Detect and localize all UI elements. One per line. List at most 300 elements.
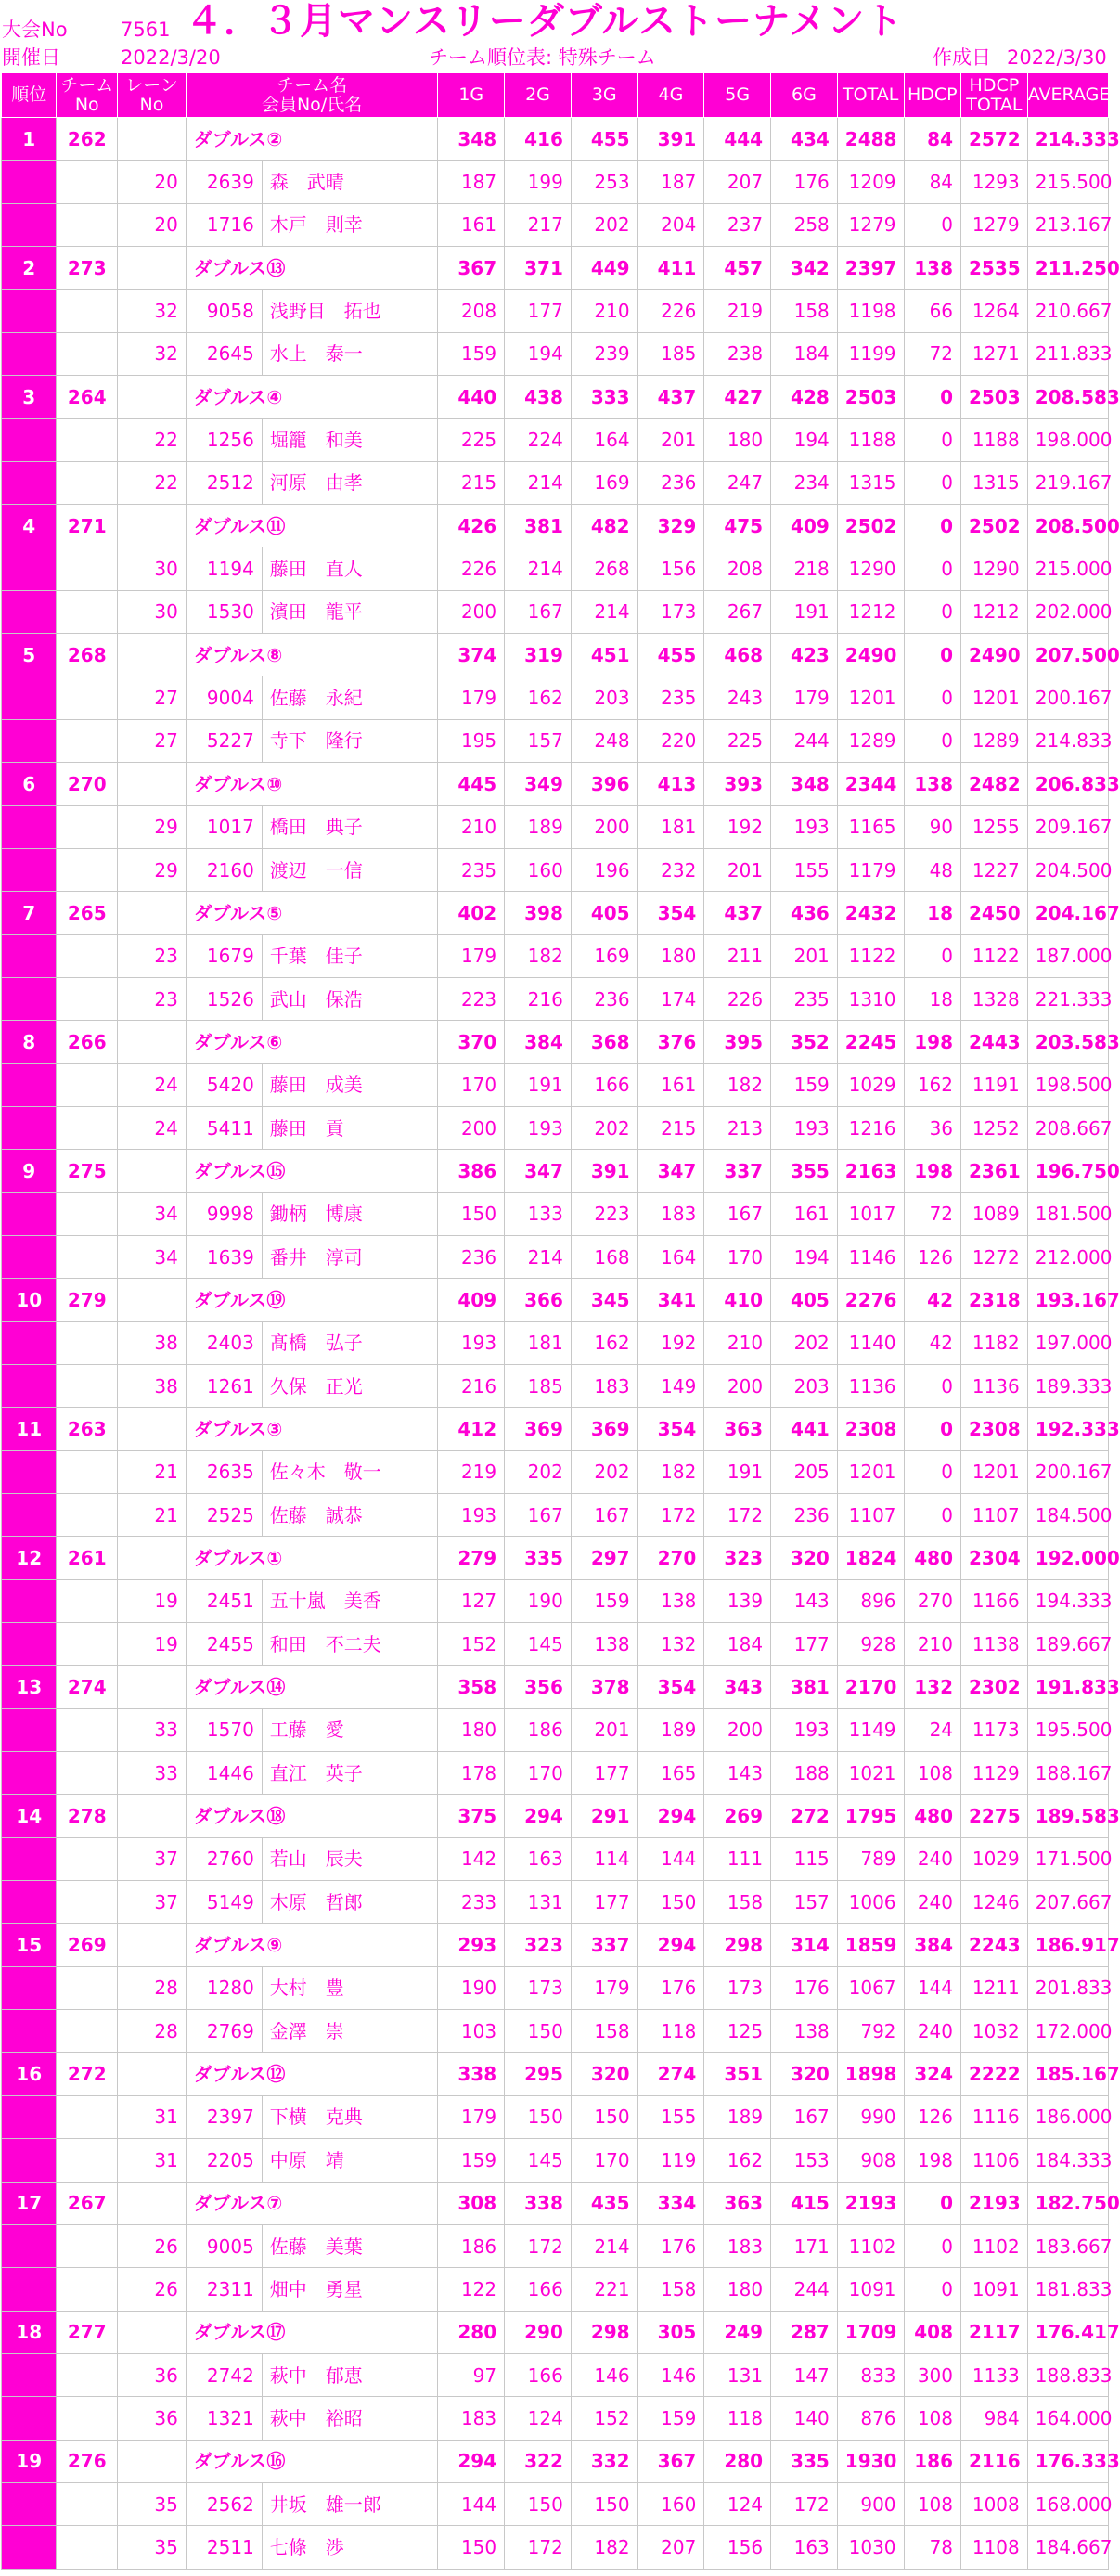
game-score: 200	[704, 1364, 771, 1407]
game-score: 157	[505, 719, 572, 762]
average: 192.333	[1027, 1408, 1108, 1450]
lane-no: 20	[118, 203, 187, 246]
game-score: 168	[571, 1235, 637, 1278]
team-row	[2, 118, 1109, 161]
rank-cell: 19	[2, 2440, 57, 2482]
game-score: 323	[704, 1537, 771, 1579]
member-row	[2, 1364, 1109, 1407]
member-no: 1321	[186, 2397, 262, 2440]
average: 204.500	[1027, 848, 1108, 891]
team-name: ダブルス⑨	[186, 1924, 438, 1966]
rank-cell: 12	[2, 1537, 57, 1579]
member-row	[2, 290, 1109, 332]
game-score: 122	[438, 2268, 505, 2311]
lane-no	[118, 1279, 187, 1321]
team-no-empty	[57, 805, 118, 848]
average: 214.833	[1027, 719, 1108, 762]
game-score: 482	[571, 505, 637, 547]
game-score: 426	[438, 505, 505, 547]
hdcp-value: 480	[904, 1537, 960, 1579]
hdcp-value: 138	[904, 763, 960, 805]
game-score: 423	[771, 634, 838, 676]
hdcp-total: 1089	[961, 1192, 1028, 1235]
game-score: 436	[771, 892, 838, 934]
hdcp-total: 984	[961, 2397, 1028, 2440]
member-name: 大村 豊	[262, 1966, 438, 2009]
game-score: 223	[571, 1192, 637, 1235]
total-score: 876	[837, 2397, 904, 2440]
member-name: 渡辺 一信	[262, 848, 438, 891]
game-score: 468	[704, 634, 771, 676]
team-name: ダブルス⑫	[186, 2053, 438, 2095]
game-score: 189	[637, 1708, 704, 1751]
game-score: 185	[637, 332, 704, 375]
game-score: 427	[704, 376, 771, 419]
game-score: 208	[704, 547, 771, 590]
rank-cell: 7	[2, 892, 57, 934]
hdcp-total: 1122	[961, 934, 1028, 977]
member-name: 佐藤 誠恭	[262, 1494, 438, 1537]
member-no: 9998	[186, 1192, 262, 1235]
total-score: 2503	[837, 376, 904, 419]
member-no: 1017	[186, 805, 262, 848]
rank-cell-empty	[2, 1881, 57, 1924]
event-no: 7561	[121, 19, 171, 41]
game-score: 124	[505, 2397, 572, 2440]
team-row	[2, 505, 1109, 547]
game-score: 235	[438, 848, 505, 891]
game-score: 158	[571, 2010, 637, 2053]
member-name: 萩中 裕昭	[262, 2397, 438, 2440]
hdcp-total: 1173	[961, 1708, 1028, 1751]
team-no-empty	[57, 1063, 118, 1106]
game-score: 428	[771, 376, 838, 419]
team-no-empty	[57, 332, 118, 375]
average: 207.500	[1027, 634, 1108, 676]
hdcp-value: 210	[904, 1623, 960, 1666]
member-no: 1716	[186, 203, 262, 246]
lane-no: 35	[118, 2482, 187, 2525]
hdcp-value: 480	[904, 1795, 960, 1837]
game-score: 201	[771, 934, 838, 977]
rank-cell-empty	[2, 1450, 57, 1493]
lane-no: 28	[118, 1966, 187, 2009]
game-score: 200	[571, 805, 637, 848]
standings-table	[1, 72, 1120, 2570]
game-score: 176	[637, 1966, 704, 2009]
member-name: 番井 淳司	[262, 1235, 438, 1278]
game-score: 376	[637, 1021, 704, 1063]
hdcp-total: 1252	[961, 1106, 1028, 1149]
game-score: 152	[571, 2397, 637, 2440]
rank-cell: 8	[2, 1021, 57, 1063]
team-no: 275	[57, 1150, 118, 1192]
game-score: 244	[771, 719, 838, 762]
rank-cell: 4	[2, 505, 57, 547]
game-score: 298	[704, 1924, 771, 1966]
game-score: 181	[637, 805, 704, 848]
hdcp-value: 144	[904, 1966, 960, 2009]
member-name: 藤田 成美	[262, 1063, 438, 1106]
average: 204.167	[1027, 892, 1108, 934]
lane-no: 30	[118, 547, 187, 590]
game-score: 451	[571, 634, 637, 676]
game-score: 475	[704, 505, 771, 547]
member-row	[2, 1450, 1109, 1493]
lane-no: 33	[118, 1708, 187, 1751]
hdcp-total: 1272	[961, 1235, 1028, 1278]
lane-no: 37	[118, 1881, 187, 1924]
game-score: 176	[771, 1966, 838, 2009]
game-score: 180	[704, 2268, 771, 2311]
game-score: 457	[704, 247, 771, 290]
col-hdcp-total: HDCP TOTAL	[961, 73, 1028, 118]
game-score: 97	[438, 2353, 505, 2396]
total-score: 1201	[837, 1450, 904, 1493]
game-score: 337	[571, 1924, 637, 1966]
member-row	[2, 2482, 1109, 2525]
game-score: 335	[505, 1537, 572, 1579]
lane-no: 30	[118, 590, 187, 633]
game-score: 413	[637, 763, 704, 805]
lane-no: 34	[118, 1192, 187, 1235]
game-score: 356	[505, 1666, 572, 1708]
average: 189.333	[1027, 1364, 1108, 1407]
member-row	[2, 1235, 1109, 1278]
lane-no	[118, 763, 187, 805]
game-score: 161	[637, 1063, 704, 1106]
rank-cell: 5	[2, 634, 57, 676]
hdcp-value: 0	[904, 419, 960, 461]
game-score: 172	[637, 1494, 704, 1537]
rank-cell: 13	[2, 1666, 57, 1708]
team-row	[2, 763, 1109, 805]
total-score: 1149	[837, 1708, 904, 1751]
game-score: 338	[438, 2053, 505, 2095]
game-score: 138	[637, 1579, 704, 1622]
member-name: 河原 由孝	[262, 461, 438, 504]
hdcp-total: 2443	[961, 1021, 1028, 1063]
game-score: 179	[771, 676, 838, 719]
game-score: 147	[771, 2353, 838, 2396]
game-score: 308	[438, 2182, 505, 2224]
hdcp-total: 2116	[961, 2440, 1028, 2482]
team-no-empty	[57, 161, 118, 203]
total-score: 789	[837, 1837, 904, 1880]
rank-cell: 18	[2, 2311, 57, 2353]
game-score: 238	[704, 332, 771, 375]
team-no-empty	[57, 1752, 118, 1795]
member-name: 若山 辰夫	[262, 1837, 438, 1880]
average: 182.750	[1027, 2182, 1108, 2224]
team-row	[2, 2053, 1109, 2095]
member-name: 髙橋 弘子	[262, 1321, 438, 1364]
game-score: 161	[771, 1192, 838, 1235]
hdcp-value: 66	[904, 290, 960, 332]
rank-cell: 15	[2, 1924, 57, 1966]
game-score: 167	[505, 590, 572, 633]
game-score: 371	[505, 247, 572, 290]
hdcp-value: 0	[904, 547, 960, 590]
game-score: 160	[505, 848, 572, 891]
team-no-empty	[57, 203, 118, 246]
rank-cell-empty	[2, 419, 57, 461]
game-score: 185	[505, 1364, 572, 1407]
game-score: 207	[704, 161, 771, 203]
hdcp-value: 42	[904, 1279, 960, 1321]
game-score: 194	[771, 419, 838, 461]
average: 215.500	[1027, 161, 1108, 203]
hdcp-total: 2502	[961, 505, 1028, 547]
game-score: 287	[771, 2311, 838, 2353]
member-no: 2403	[186, 1321, 262, 1364]
game-score: 199	[505, 161, 572, 203]
total-score: 1199	[837, 332, 904, 375]
game-score: 441	[771, 1408, 838, 1450]
game-score: 159	[571, 1579, 637, 1622]
game-score: 118	[637, 2010, 704, 2053]
col-g4: 4G	[637, 73, 704, 118]
hdcp-total: 2361	[961, 1150, 1028, 1192]
game-score: 180	[438, 1708, 505, 1751]
total-score: 1315	[837, 461, 904, 504]
team-no-empty	[57, 1708, 118, 1751]
hdcp-total: 2535	[961, 247, 1028, 290]
game-score: 202	[571, 1450, 637, 1493]
average: 192.000	[1027, 1537, 1108, 1579]
total-score: 2488	[837, 118, 904, 161]
total-score: 1279	[837, 203, 904, 246]
rank-cell: 16	[2, 2053, 57, 2095]
hdcp-total: 2318	[961, 1279, 1028, 1321]
game-score: 194	[771, 1235, 838, 1278]
lane-no: 19	[118, 1623, 187, 1666]
game-score: 272	[771, 1795, 838, 1837]
hdcp-value: 108	[904, 2482, 960, 2525]
hdcp-total: 1032	[961, 2010, 1028, 2053]
team-no: 270	[57, 763, 118, 805]
hdcp-total: 2304	[961, 1537, 1028, 1579]
lane-no: 38	[118, 1364, 187, 1407]
game-score: 409	[438, 1279, 505, 1321]
team-no: 278	[57, 1795, 118, 1837]
team-row	[2, 892, 1109, 934]
game-score: 437	[637, 376, 704, 419]
game-score: 280	[438, 2311, 505, 2353]
game-score: 322	[505, 2440, 572, 2482]
team-name: ダブルス⑧	[186, 634, 438, 676]
game-score: 405	[771, 1279, 838, 1321]
average: 183.667	[1027, 2224, 1108, 2267]
hdcp-value: 408	[904, 2311, 960, 2353]
game-score: 347	[505, 1150, 572, 1192]
rank-cell: 11	[2, 1408, 57, 1450]
rank-cell-empty	[2, 2139, 57, 2182]
rank-cell-empty	[2, 590, 57, 633]
hdcp-value: 48	[904, 848, 960, 891]
member-name: 和田 不二夫	[262, 1623, 438, 1666]
total-score: 2502	[837, 505, 904, 547]
rank-cell-empty	[2, 1579, 57, 1622]
rank-cell-empty	[2, 332, 57, 375]
game-score: 409	[771, 505, 838, 547]
game-score: 158	[704, 1881, 771, 1924]
rank-cell-empty	[2, 1106, 57, 1149]
lane-no	[118, 1666, 187, 1708]
lane-no	[118, 247, 187, 290]
game-score: 202	[571, 203, 637, 246]
average: 168.000	[1027, 2482, 1108, 2525]
total-score: 896	[837, 1579, 904, 1622]
lane-no: 34	[118, 1235, 187, 1278]
total-score: 2276	[837, 1279, 904, 1321]
average: 215.000	[1027, 547, 1108, 590]
game-score: 214	[571, 590, 637, 633]
game-score: 236	[637, 461, 704, 504]
game-score: 138	[571, 1623, 637, 1666]
game-score: 201	[704, 848, 771, 891]
rank-cell-empty	[2, 2268, 57, 2311]
game-score: 381	[505, 505, 572, 547]
game-score: 348	[438, 118, 505, 161]
game-score: 234	[771, 461, 838, 504]
game-score: 179	[571, 1966, 637, 2009]
hdcp-value: 42	[904, 1321, 960, 1364]
game-score: 150	[571, 2482, 637, 2525]
member-name: 浅野目 拓也	[262, 290, 438, 332]
hdcp-value: 300	[904, 2353, 960, 2396]
col-g2: 2G	[505, 73, 572, 118]
team-no: 265	[57, 892, 118, 934]
game-score: 297	[571, 1537, 637, 1579]
average: 200.167	[1027, 676, 1108, 719]
rank-cell-empty	[2, 1837, 57, 1880]
game-score: 298	[571, 2311, 637, 2353]
game-score: 172	[505, 2526, 572, 2569]
member-name: 木戸 則幸	[262, 203, 438, 246]
lane-no	[118, 2053, 187, 2095]
total-score: 1201	[837, 676, 904, 719]
hdcp-value: 72	[904, 1192, 960, 1235]
game-score: 270	[637, 1537, 704, 1579]
hdcp-total: 1133	[961, 2353, 1028, 2396]
member-name: 木原 哲郎	[262, 1881, 438, 1924]
game-score: 329	[637, 505, 704, 547]
lane-no: 24	[118, 1063, 187, 1106]
game-score: 170	[438, 1063, 505, 1106]
game-score: 444	[704, 118, 771, 161]
team-no: 276	[57, 2440, 118, 2482]
average: 187.000	[1027, 934, 1108, 977]
game-score: 210	[571, 290, 637, 332]
member-row	[2, 2224, 1109, 2267]
game-score: 173	[637, 590, 704, 633]
game-score: 133	[505, 1192, 572, 1235]
game-score: 127	[438, 1579, 505, 1622]
game-score: 181	[505, 1321, 572, 1364]
team-no-empty	[57, 419, 118, 461]
lane-no: 36	[118, 2353, 187, 2396]
game-score: 225	[438, 419, 505, 461]
game-score: 145	[505, 1623, 572, 1666]
average: 172.000	[1027, 2010, 1108, 2053]
game-score: 183	[704, 2224, 771, 2267]
member-row	[2, 2139, 1109, 2182]
team-no-empty	[57, 1579, 118, 1622]
lane-no: 29	[118, 848, 187, 891]
team-no-empty	[57, 934, 118, 977]
team-row	[2, 634, 1109, 676]
game-score: 258	[771, 203, 838, 246]
rank-cell-empty	[2, 805, 57, 848]
hdcp-value: 138	[904, 247, 960, 290]
game-score: 138	[771, 2010, 838, 2053]
rank-cell-empty	[2, 1752, 57, 1795]
game-score: 177	[505, 290, 572, 332]
event-date: 2022/3/20	[121, 46, 221, 69]
game-score: 207	[637, 2526, 704, 2569]
game-score: 411	[637, 247, 704, 290]
game-score: 195	[438, 719, 505, 762]
game-score: 395	[704, 1021, 771, 1063]
game-score: 161	[438, 203, 505, 246]
member-row	[2, 2397, 1109, 2440]
game-score: 172	[771, 2482, 838, 2525]
team-no-empty	[57, 547, 118, 590]
rank-cell-empty	[2, 719, 57, 762]
total-score: 1006	[837, 1881, 904, 1924]
hdcp-total: 1264	[961, 290, 1028, 332]
hdcp-value: 0	[904, 505, 960, 547]
game-score: 186	[438, 2224, 505, 2267]
team-row	[2, 2182, 1109, 2224]
lane-no: 24	[118, 1106, 187, 1149]
rank-cell-empty	[2, 1235, 57, 1278]
game-score: 367	[637, 2440, 704, 2482]
game-score: 177	[571, 1881, 637, 1924]
member-no: 2635	[186, 1450, 262, 1493]
game-score: 144	[438, 2482, 505, 2525]
game-score: 375	[438, 1795, 505, 1837]
game-score: 374	[438, 634, 505, 676]
game-score: 156	[704, 2526, 771, 2569]
game-score: 320	[771, 2053, 838, 2095]
average: 196.750	[1027, 1150, 1108, 1192]
game-score: 214	[505, 547, 572, 590]
member-row	[2, 1623, 1109, 1666]
game-score: 202	[505, 1450, 572, 1493]
hdcp-value: 24	[904, 1708, 960, 1751]
lane-no: 29	[118, 805, 187, 848]
average: 193.167	[1027, 1279, 1108, 1321]
total-score: 1122	[837, 934, 904, 977]
lane-no: 21	[118, 1450, 187, 1493]
member-no: 2311	[186, 2268, 262, 2311]
total-score: 1212	[837, 590, 904, 633]
member-no: 1570	[186, 1708, 262, 1751]
game-score: 155	[637, 2095, 704, 2138]
game-score: 159	[637, 2397, 704, 2440]
game-score: 405	[571, 892, 637, 934]
rank-cell: 14	[2, 1795, 57, 1837]
team-no-empty	[57, 719, 118, 762]
game-score: 153	[771, 2139, 838, 2182]
member-row	[2, 719, 1109, 762]
game-score: 203	[571, 676, 637, 719]
team-name: ダブルス③	[186, 1408, 438, 1450]
rank-cell: 2	[2, 247, 57, 290]
member-row	[2, 1837, 1109, 1880]
